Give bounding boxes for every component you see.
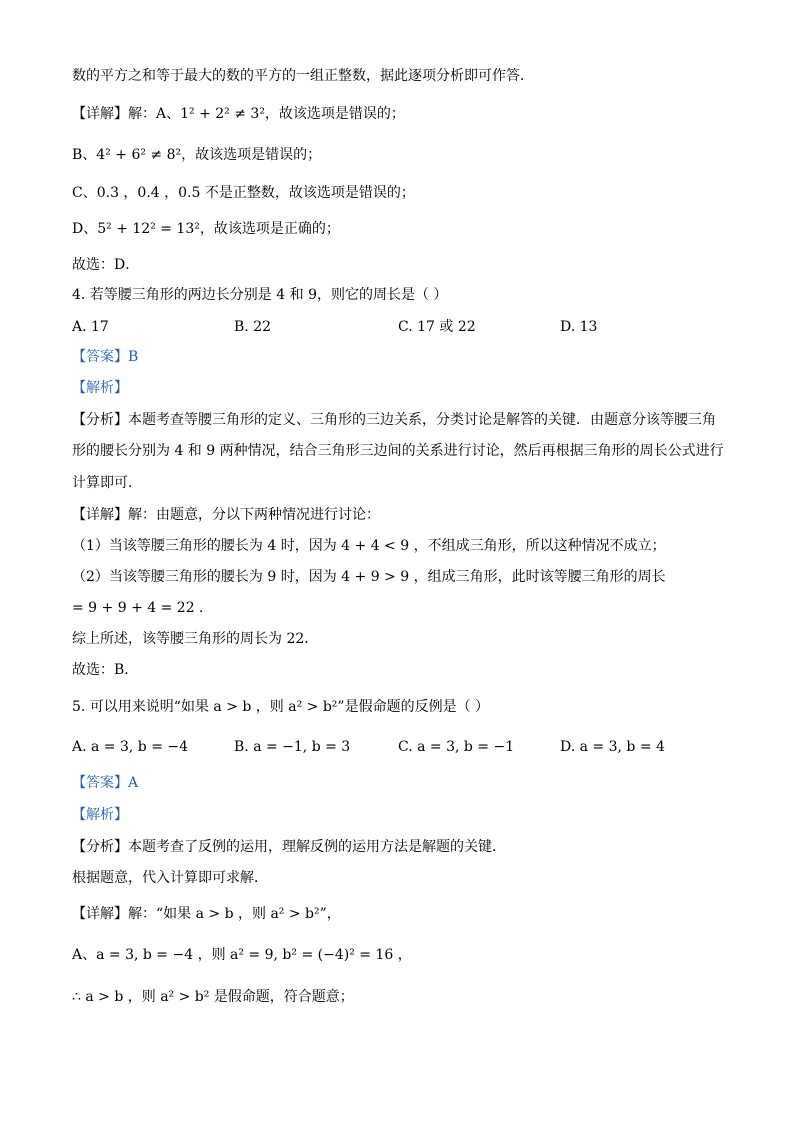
q5-option-b: B. a = −1, b = 3 [234, 739, 351, 755]
text-line: 【分析】本题考查了反例的运用，理解反例的运用方法是解题的关键． [72, 839, 506, 855]
text-line: 根据题意，代入计算即可求解． [72, 870, 268, 886]
answer-label: 【答案】B [72, 349, 139, 365]
text-line: 【详解】解：A、1² + 2² ≠ 3²，故该选项是错误的； [72, 106, 405, 122]
text-line: 故选：B． [72, 662, 139, 678]
text-line: （2）当该等腰三角形的腰长为 9 时，因为 4 + 9 > 9 ，组成三角形，此时该等腰三角形的周长 [72, 569, 666, 585]
text-line: A、a = 3, b = −4 ，则 a² = 9, b² = (−4)² = 16 ， [72, 947, 412, 963]
text-line: C、0.3 ，0.4 ，0.5 不是正整数，故该选项是错误的； [72, 185, 415, 201]
q4-option-d: D. 13 [560, 319, 598, 335]
q5-option-a: A. a = 3, b = −4 [72, 739, 189, 755]
text-line: （1）当该等腰三角形的腰长为 4 时，因为 4 + 4 < 9 ，不组成三角形，所以这种情况不成立； [72, 538, 666, 554]
question-5: 5. 可以用来说明“如果 a > b ，则 a² > b²”是假命题的反例是（ ） [72, 699, 490, 715]
analysis-label: 【解析】 [72, 380, 128, 396]
text-line: 计算即可． [72, 475, 142, 491]
q4-option-b: B. 22 [234, 319, 272, 335]
text-line: ∴ a > b ，则 a² > b² 是假命题，符合题意； [72, 989, 354, 1005]
text-line: D、5² + 12² = 13²，故该选项是正确的； [72, 221, 340, 237]
text-line: B、4² + 6² ≠ 8²，故该选项是错误的； [72, 147, 322, 163]
text-line: 形的腰长分别为 4 和 9 两种情况，结合三角形三边间的关系进行讨论，然后再根据三角形的周长公式进行 [72, 443, 724, 459]
text-line: 故选：D． [72, 257, 140, 273]
text-line: 【分析】本题考查等腰三角形的定义、三角形的三边关系，分类讨论是解答的关键．由题意分该等腰三角 [72, 412, 716, 428]
question-4: 4. 若等腰三角形的两边长分别是 4 和 9，则它的周长是（ ） [72, 287, 448, 303]
q5-option-c: C. a = 3, b = −1 [398, 739, 515, 755]
text-line: 数的平方之和等于最大的数的平方的一组正整数，据此逐项分析即可作答． [72, 68, 534, 84]
analysis-label: 【解析】 [72, 807, 128, 823]
text-line: = 9 + 9 + 4 = 22 ． [72, 600, 214, 616]
text-line: 【详解】解：由题意，分以下两种情况进行讨论： [72, 507, 380, 523]
q5-option-d: D. a = 3, b = 4 [560, 739, 665, 755]
q4-option-c: C. 17 或 22 [398, 319, 476, 335]
answer-label: 【答案】A [72, 775, 139, 791]
text-line: 综上所述，该等腰三角形的周长为 22． [72, 631, 319, 647]
text-line: 【详解】解：“如果 a > b ，则 a² > b²”， [72, 906, 341, 922]
q4-option-a: A. 17 [72, 319, 109, 335]
